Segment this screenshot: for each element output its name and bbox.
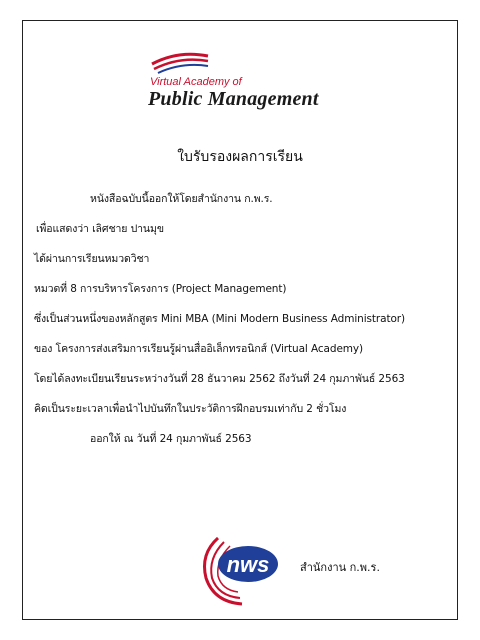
recipient-line: เพื่อแสดงว่า เลิศชาย ปานมุข — [36, 223, 164, 235]
issued-by-line: หนังสือฉบับนี้ออกให้โดยสำนักงาน ก.พ.ร. — [90, 193, 273, 205]
opdc-logo-text: nws — [226, 552, 270, 577]
project-line: ของ โครงการส่งเสริมการเรียนรู้ผ่านสื่ออิเล็กทรอนิกส์ (Virtual Academy) — [34, 343, 364, 355]
issue-date-line: ออกให้ ณ วันที่ 24 กุมภาพันธ์ 2563 — [90, 433, 252, 445]
swoosh-icon — [150, 50, 210, 74]
registration-period-line: โดยได้ลงทะเบียนเรียนระหว่างวันที่ 28 ธันวาคม 2562 ถึงวันที่ 24 กุมภาพันธ์ 2563 — [34, 373, 405, 385]
opdc-logo-icon — [196, 530, 284, 610]
passed-course-line: ได้ผ่านการเรียนหมวดวิชา — [34, 253, 150, 265]
program-line: ซึ่งเป็นส่วนหนึ่งของหลักสูตร Mini MBA (Mini Modern Business Administrator) — [34, 313, 406, 325]
logo-title: Public Management — [148, 88, 319, 110]
logo-subtitle: Virtual Academy of — [150, 76, 242, 88]
training-hours-line: คิดเป็นระยะเวลาเพื่อนำไปบันทึกในประวัติการฝึกอบรมเท่ากับ 2 ชั่วโมง — [34, 403, 347, 415]
issuer-name: สำนักงาน ก.พ.ร. — [300, 561, 380, 574]
certificate-title: ใบรับรองผลการเรียน — [177, 149, 303, 165]
virtual-academy-logo — [148, 50, 338, 118]
module-line: หมวดที่ 8 การบริหารโครงการ (Project Management) — [34, 283, 287, 295]
opdc-logo — [196, 530, 284, 610]
